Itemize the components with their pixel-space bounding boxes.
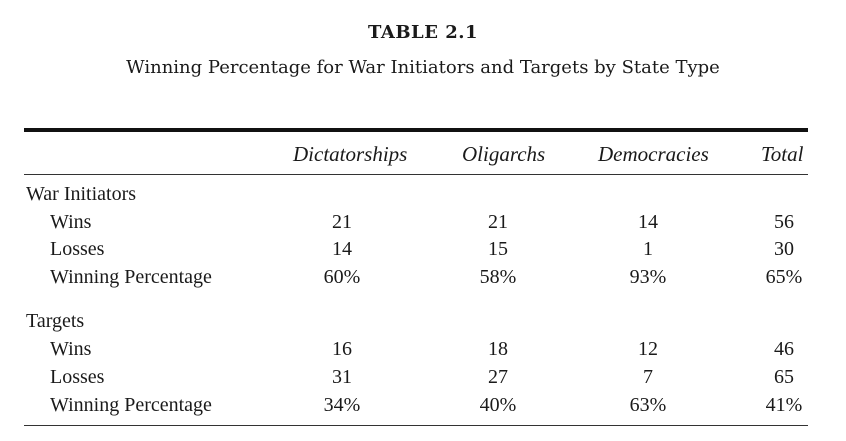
group-label-war-initiators: War Initiators [26,183,137,205]
table-cell: 18 [488,338,508,360]
top-rule [24,128,808,132]
table-cell: 58% [479,266,517,288]
table-cell: 65 [774,366,794,388]
table-number: TABLE 2.1 [367,22,479,43]
row-label: Wins [50,338,92,360]
table-cell: 41% [765,394,803,416]
row-label: Winning Percentage [50,394,212,416]
row-label: Losses [50,238,105,260]
group-label-targets: Targets [26,310,85,332]
table-cell: 40% [479,394,517,416]
table-cell: 93% [629,266,667,288]
row-label: Winning Percentage [50,266,212,288]
table-cell: 12 [638,338,658,360]
table-cell: 30 [774,238,794,260]
table-cell: 65% [765,266,803,288]
table-cell: 14 [332,238,352,260]
table-cell: 46 [774,338,794,360]
table-cell: 7 [643,366,653,388]
header-rule [24,174,808,175]
table-cell: 14 [638,211,658,233]
column-header-total: Total [761,142,804,166]
row-label: Losses [50,366,105,388]
table-cell: 15 [488,238,508,260]
table-cell: 34% [323,394,361,416]
table-cell: 1 [643,238,653,260]
bottom-rule [24,425,808,426]
table-cell: 16 [332,338,352,360]
column-header-dictatorships: Dictatorships [293,142,408,166]
column-header-democracies: Democracies [598,142,709,166]
table-cell: 27 [488,366,508,388]
table-title: Winning Percentage for War Initiators and Targets by State Type [126,57,720,78]
table-cell: 60% [323,266,361,288]
table-cell: 21 [332,211,352,233]
table-cell: 31 [332,366,352,388]
table-cell: 56 [774,211,794,233]
column-header-oligarchs: Oligarchs [462,142,546,166]
table-cell: 63% [629,394,667,416]
table-cell: 21 [488,211,508,233]
row-label: Wins [50,211,92,233]
